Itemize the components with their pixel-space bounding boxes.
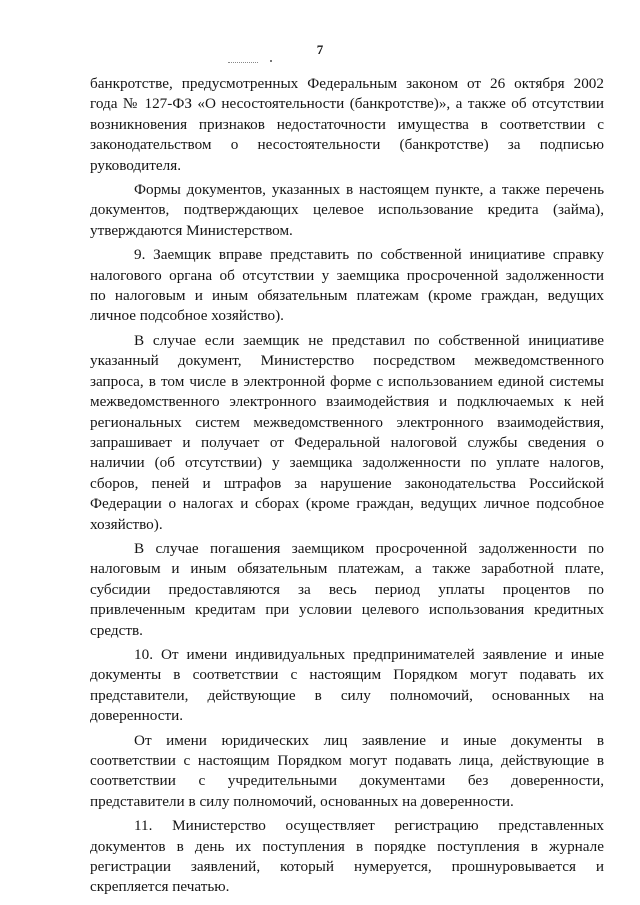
paragraph: [90, 539, 604, 641]
text-line: Федерации о налогах и сборах (кроме граждан, ведущих личное подсобное: [90, 495, 604, 513]
text-line: Формы документов, указанных в настоящем пункте, а также перечень: [134, 181, 604, 199]
text-line: регистрации заявлений, который нумеруется, прошнуровывается и: [90, 858, 604, 876]
text-line: возникновения признаков недостаточности имущества в соответствии с: [90, 115, 604, 133]
text-line: привлеченным кредитам при условии целевого использования кредитных: [90, 601, 604, 619]
text-line: законодательством о несостоятельности (банкротстве) за подписью: [90, 136, 604, 154]
text-line: соответствии с настоящим Порядком могут подавать лица, действующие в: [90, 752, 604, 769]
text-line: средств.: [90, 621, 143, 639]
text-line: года № 127-ФЗ «О несостоятельности (банкротстве)», а также об отсутствии: [90, 95, 604, 113]
text-line: запроса, в том числе в электронной форме с использованием единой системы: [90, 372, 604, 390]
text-line: соответствии с учредительными документами без доверенности,: [90, 772, 604, 790]
page-number: 7: [316, 42, 324, 57]
scan-artifact: [228, 62, 258, 64]
text-line: сборов, пеней и штрафов за нарушение законодательства Российской: [90, 474, 604, 492]
text-line: налогового органа об отсутствии у заемщика просроченной задолженности: [90, 266, 604, 284]
text-line: документов, подтверждающих целевое использование кредита (займа),: [90, 201, 604, 219]
paragraph: [90, 731, 604, 813]
paragraph: [90, 74, 604, 176]
text-line: налоговым и иным обязательным платежам, а также заработной плате,: [90, 560, 604, 578]
paragraph: [90, 245, 604, 327]
text-line: указанный документ, Министерство посредством межведомственного: [90, 352, 604, 370]
text-line: региональных систем межведомственного электронного взаимодействия,: [90, 413, 604, 431]
text-line: представители в силу полномочий, основанных на доверенности.: [90, 792, 514, 810]
text-line: запрашивает и получает от Федеральной налоговой службы сведения о: [90, 433, 604, 451]
text-line: 11. Министерство осуществляет регистрацию представленных: [134, 817, 604, 835]
text-line: От имени юридических лиц заявление и иные документы в: [134, 731, 604, 749]
text-line: наличии (об отсутствии) у заемщика задолженности по уплате налогов,: [90, 454, 604, 472]
text-line: 9. Заемщик вправе представить по собственной инициативе справку: [134, 246, 604, 264]
paragraph: [90, 180, 604, 241]
text-line: по налоговым и иным обязательным платежам (кроме граждан, ведущих: [90, 287, 604, 305]
scan-artifact-dot: [270, 60, 272, 62]
text-line: скрепляется печатью.: [90, 878, 230, 896]
text-line: руководителя.: [90, 156, 182, 174]
paragraph: [90, 645, 604, 727]
text-line: доверенности.: [90, 707, 184, 725]
text-line: банкротстве, предусмотренных Федеральным законом от 26 октября 2002: [90, 75, 604, 92]
text-line: утверждаются Министерством.: [90, 221, 293, 239]
paragraph: [90, 816, 604, 898]
text-line: 10. От имени индивидуальных предпринимателей заявление и иные: [134, 645, 604, 663]
text-line: представители, действующие в силу полномочий, основанных на: [90, 686, 604, 704]
text-line: субсидии предоставляются за весь период уплаты процентов по: [90, 580, 604, 598]
document-body: [90, 74, 604, 902]
text-line: документы в соответствии с настоящим Порядком могут подавать их: [90, 666, 604, 684]
text-line: документов в день их поступления в порядке поступления в журнале: [90, 837, 604, 855]
text-line: личное подсобное хозяйство).: [90, 307, 284, 325]
text-line: В случае если заемщик не представил по собственной инициативе: [134, 331, 604, 349]
text-line: В случае погашения заемщиком просроченной задолженности по: [134, 539, 604, 557]
paragraph: [90, 331, 604, 535]
text-line: хозяйство).: [90, 515, 163, 533]
text-line: межведомственного электронного взаимодействия и подключаемых к ней: [90, 393, 604, 411]
